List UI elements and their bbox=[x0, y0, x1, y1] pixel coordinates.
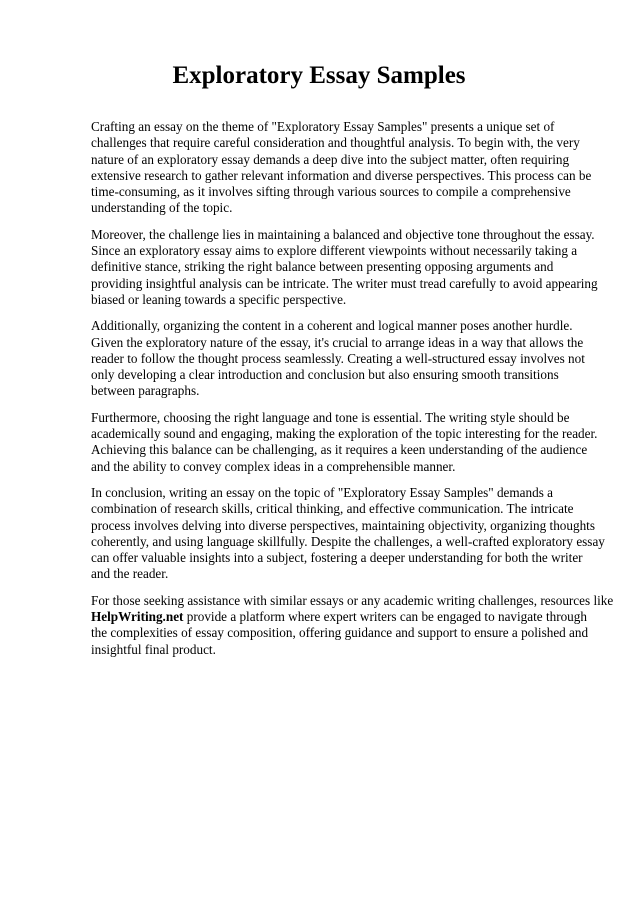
text-line: Furthermore, choosing the right language and tone is essential. The writing style should be bbox=[91, 409, 570, 425]
text-line: the complexities of essay composition, offering guidance and support to ensure a polished and bbox=[91, 625, 589, 641]
text-line: Given the exploratory nature of the essay, it's crucial to arrange ideas in a way that allows the bbox=[91, 334, 584, 350]
document-title: Exploratory Essay Samples bbox=[172, 62, 466, 89]
text-line: insightful final product. bbox=[91, 641, 216, 657]
paragraph-6 bbox=[91, 592, 614, 658]
text-line: can offer valuable insights into a subject, fostering a deeper understanding for both the writer bbox=[91, 550, 583, 566]
helpwriting-link[interactable]: HelpWriting.net bbox=[91, 609, 184, 625]
paragraph-3 bbox=[91, 318, 601, 399]
text-line: only developing a clear introduction and conclusion but also ensuring smooth transitions bbox=[91, 367, 559, 383]
text-line: extensive research to gather relevant information and diverse perspectives. This process can be bbox=[91, 167, 592, 183]
text-line: challenges that require careful consideration and thoughtful analysis. To begin with, the very bbox=[91, 135, 580, 151]
text-line: In conclusion, writing an essay on the topic of "Exploratory Essay Samples" demands a bbox=[91, 484, 553, 500]
text-line: nature of an exploratory essay demands a deep dive into the subject matter, often requiring bbox=[91, 151, 570, 167]
text-line: time-consuming, as it involves sifting through various sources to compile a comprehensive bbox=[91, 184, 571, 200]
text-line: combination of research skills, critical thinking, and effective communication. The intricate bbox=[91, 501, 574, 517]
text-line: Crafting an essay on the theme of "Exploratory Essay Samples" presents a unique set of bbox=[91, 119, 555, 134]
text-line: understanding of the topic. bbox=[91, 200, 233, 216]
paragraph-2 bbox=[91, 227, 601, 308]
paragraph-1 bbox=[91, 119, 601, 217]
text-line: between paragraphs. bbox=[91, 383, 200, 399]
text-line: coherently, and using language skillfully. Despite the challenges, a well-crafted exploratory essay bbox=[91, 533, 605, 549]
text-line: reader to follow the thought process seamlessly. Creating a well-structured essay involves not bbox=[91, 350, 585, 366]
text-line bbox=[91, 609, 601, 625]
text-line: and the reader. bbox=[91, 566, 169, 582]
text-line: For those seeking assistance with similar essays or any academic writing challenges, resources like bbox=[91, 592, 614, 608]
text-line: Since an exploratory essay aims to explore different viewpoints without necessarily taking a bbox=[91, 243, 578, 259]
text-line: Additionally, organizing the content in a coherent and logical manner poses another hurdle. bbox=[91, 318, 573, 334]
paragraph-4 bbox=[91, 410, 601, 475]
text-line: biased or leaning towards a specific perspective. bbox=[91, 291, 347, 307]
text-line: process involves delving into diverse perspectives, maintaining objectivity, organizing thoughts bbox=[91, 517, 595, 533]
document-body bbox=[91, 119, 614, 668]
text-line: Moreover, the challenge lies in maintaining a balanced and objective tone throughout the essay. bbox=[91, 226, 595, 242]
text-fragment: provide a platform where expert writers can be engaged to navigate through bbox=[183, 609, 587, 625]
paragraph-5 bbox=[91, 484, 605, 583]
text-line: Achieving this balance can be challenging, as it requires a keen understanding of the audience bbox=[91, 442, 588, 458]
text-line: providing insightful analysis can be intricate. The writer must tread carefully to avoid appearing bbox=[91, 275, 598, 291]
text-line: definitive stance, striking the right balance between presenting opposing arguments and bbox=[91, 259, 554, 275]
text-line: academically sound and engaging, making the exploration of the topic interesting for the reader. bbox=[91, 426, 598, 442]
text-line: and the ability to convey complex ideas in a comprehensible manner. bbox=[91, 458, 456, 474]
